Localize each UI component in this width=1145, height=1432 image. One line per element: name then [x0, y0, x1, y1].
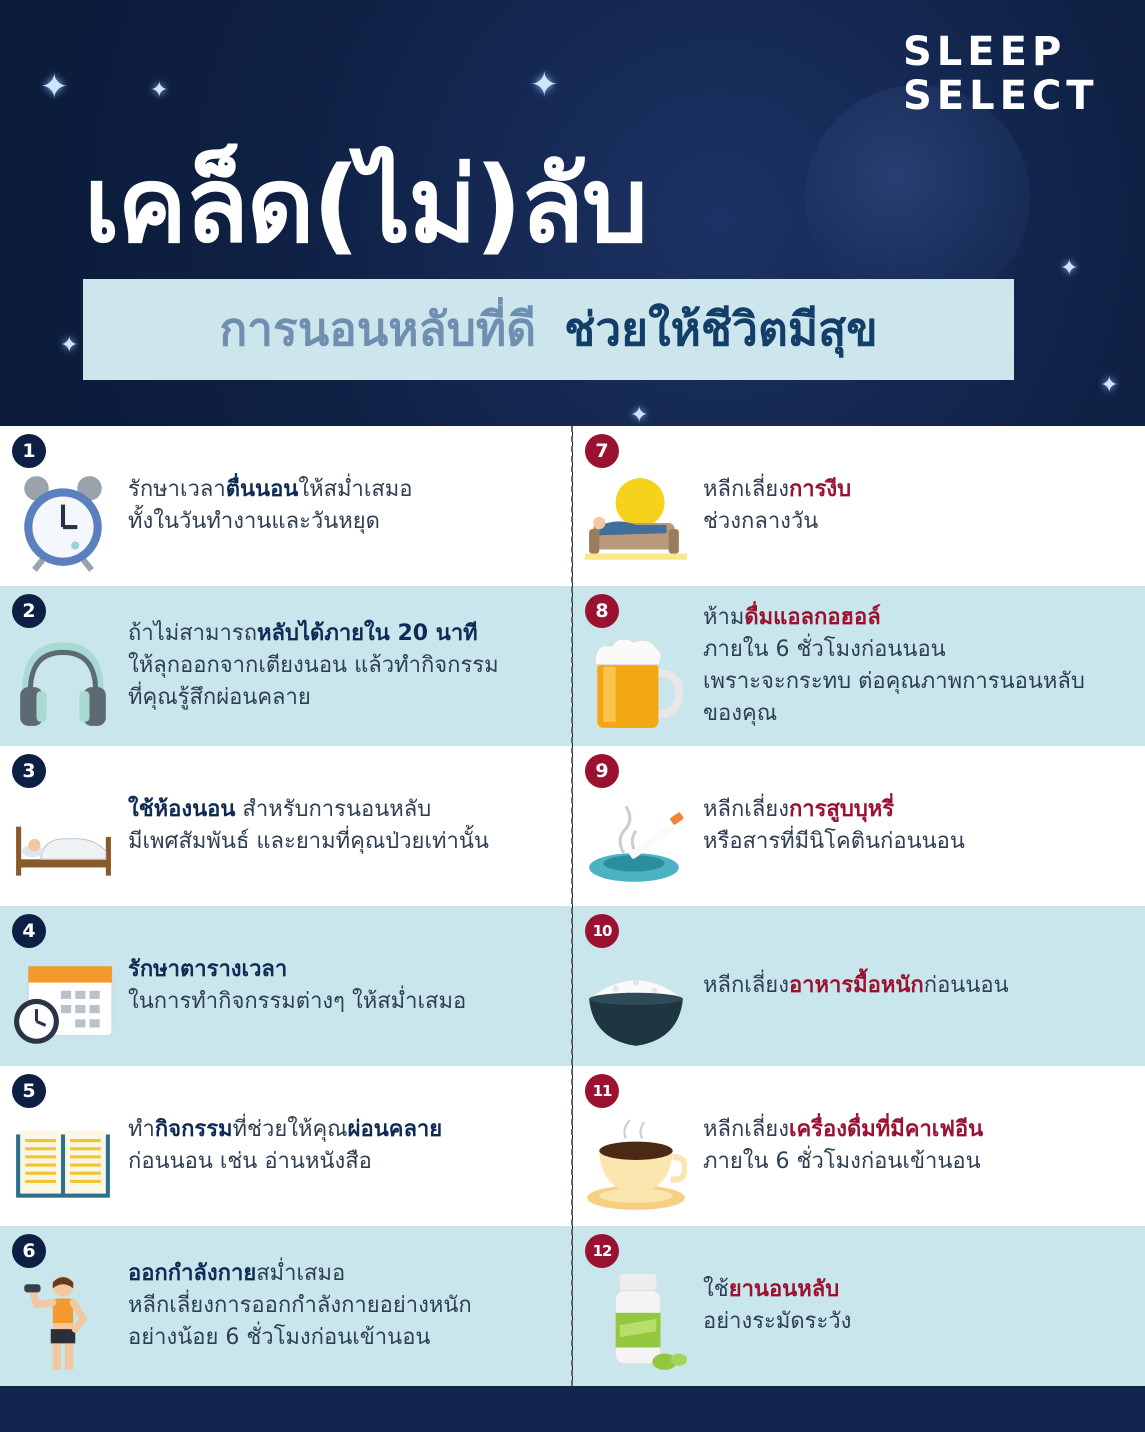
tip-text-line — [128, 986, 568, 1018]
star-icon: ✦ — [60, 333, 79, 358]
tip-highlight: อาหารมื้อหนัก — [788, 973, 924, 998]
tip-text-line — [703, 1306, 1141, 1338]
tip-number-badge: 11 — [585, 1074, 619, 1108]
brand-line-2: SELECT — [903, 73, 1099, 119]
page-title: เคล็ด(ไม่)ลับ — [84, 144, 647, 266]
tip-text-line — [128, 1322, 568, 1354]
subtitle-banner — [83, 279, 1014, 380]
tip-text — [703, 1066, 1141, 1226]
tip-text-line — [703, 1146, 1141, 1178]
tip-text — [128, 1066, 568, 1226]
column-divider — [571, 426, 573, 1386]
tip-highlight: ออกกำลังกาย — [128, 1261, 257, 1286]
tip-text-line — [703, 506, 1141, 538]
tip-text-segment: ห้าม — [703, 605, 745, 630]
tip-text — [703, 746, 1141, 906]
tip-number-badge: 12 — [585, 1234, 619, 1268]
tip-text-line — [703, 474, 1141, 506]
coffee-cup-icon — [585, 1110, 687, 1216]
header — [0, 0, 1145, 426]
tip-item-5 — [0, 1066, 572, 1226]
star-icon: ✦ — [40, 67, 69, 107]
calendar-clock-icon — [12, 950, 114, 1056]
tip-text — [128, 1226, 568, 1386]
tip-text-segment: ที่คุณรู้สึกผ่อนคลาย — [128, 685, 311, 710]
tip-text-segment: ช่วงกลางวัน — [703, 509, 819, 534]
tip-text-line — [703, 634, 1141, 666]
star-icon: ✦ — [530, 65, 559, 105]
tip-text-segment: อย่างน้อย 6 ชั่วโมงก่อนเข้านอน — [128, 1325, 431, 1350]
tip-number-badge: 1 — [12, 434, 46, 468]
tip-highlight: หลับได้ภายใน 20 นาที — [257, 621, 478, 646]
tip-text-segment: ของคุณ — [703, 701, 778, 726]
tip-text — [703, 906, 1141, 1066]
tip-text — [128, 906, 568, 1066]
pill-bottle-icon — [585, 1270, 687, 1376]
tip-item-3 — [0, 746, 572, 906]
tip-text-line — [703, 970, 1141, 1002]
tip-text-segment: มีเพศสัมพันธ์ และยามที่คุณป่วยเท่านั้น — [128, 829, 489, 854]
alarm-clock-icon — [12, 470, 114, 576]
tip-text-line — [128, 650, 568, 682]
brand-line-1: SLEEP — [903, 29, 1067, 75]
tip-text — [128, 426, 568, 586]
nap-sofa-icon — [585, 470, 687, 576]
tip-highlight: ดื่มแอลกอฮอล์ — [744, 605, 881, 630]
tip-text-segment: ภายใน 6 ชั่วโมงก่อนนอน — [703, 637, 946, 662]
tip-text-line — [128, 954, 568, 986]
tip-text — [128, 586, 568, 746]
tip-text-segment: ถ้าไม่สามารถ — [128, 621, 258, 646]
tip-text-line — [128, 1146, 568, 1178]
tip-highlight: กิจกรรม — [154, 1117, 233, 1142]
tip-number-badge: 6 — [12, 1234, 46, 1268]
tip-item-8 — [573, 586, 1145, 746]
star-icon: ✦ — [1100, 373, 1119, 398]
tip-number-badge: 9 — [585, 754, 619, 788]
tip-item-2 — [0, 586, 572, 746]
tip-item-10 — [573, 906, 1145, 1066]
tip-text-line — [703, 1274, 1141, 1306]
tip-item-1 — [0, 426, 572, 586]
tip-item-12 — [573, 1226, 1145, 1386]
subtitle-part-1: การนอนหลับที่ดี — [219, 302, 537, 356]
beer-mug-icon — [585, 630, 687, 736]
tip-number-badge: 7 — [585, 434, 619, 468]
tip-text-segment: สม่ำเสมอ — [256, 1261, 346, 1286]
bed-icon — [12, 790, 114, 896]
tip-number-badge: 8 — [585, 594, 619, 628]
tip-text-line — [128, 1114, 568, 1146]
tip-item-6 — [0, 1226, 572, 1386]
tip-text-line — [703, 666, 1141, 698]
tip-text — [128, 746, 568, 906]
tip-text-line — [703, 794, 1141, 826]
tip-highlight: เครื่องดื่มที่มีคาเฟอีน — [788, 1117, 984, 1142]
tip-text-segment: หลีกเลี่ยง — [703, 477, 789, 502]
open-book-icon — [12, 1110, 114, 1216]
tip-number-badge: 4 — [12, 914, 46, 948]
tip-highlight: ยานอนหลับ — [728, 1277, 840, 1302]
tip-text-line — [128, 1290, 568, 1322]
tip-text-segment: เพราะจะกระทบ ต่อคุณภาพการนอนหลับ — [703, 669, 1085, 694]
tip-item-4 — [0, 906, 572, 1066]
tip-number-badge: 3 — [12, 754, 46, 788]
tip-text-segment: หลีกเลี่ยง — [703, 973, 789, 998]
tip-text-line — [703, 698, 1141, 730]
tip-text-segment: ก่อนนอน — [923, 973, 1009, 998]
star-icon: ✦ — [150, 78, 169, 103]
brand-logo — [903, 30, 1099, 118]
tip-text-segment: ทำ — [128, 1117, 155, 1142]
subtitle-part-2: ช่วยให้ชีวิตมีสุข — [564, 302, 878, 356]
tip-number-badge: 2 — [12, 594, 46, 628]
tip-text-segment: ให้สม่ำเสมอ — [298, 477, 413, 502]
tip-number-badge: 10 — [585, 914, 619, 948]
tip-text-segment: หลีกเลี่ยง — [703, 1117, 789, 1142]
tip-text — [703, 1226, 1141, 1386]
tip-text — [703, 426, 1141, 586]
tip-text-line — [128, 682, 568, 714]
tip-text-line — [128, 474, 568, 506]
tip-text-segment: หลีกเลี่ยงการออกกำลังกายอย่างหนัก — [128, 1293, 472, 1318]
cigarette-ashtray-icon — [585, 790, 687, 896]
star-icon: ✦ — [1060, 256, 1079, 281]
tip-text-segment: ภายใน 6 ชั่วโมงก่อนเข้านอน — [703, 1149, 981, 1174]
tip-text-segment: รักษาเวลา — [128, 477, 226, 502]
footer-bar — [0, 1386, 1145, 1432]
tip-text-line — [703, 1114, 1141, 1146]
tip-text-segment: สำหรับการนอนหลับ — [235, 797, 432, 822]
tip-text-line — [703, 602, 1141, 634]
tip-item-11 — [573, 1066, 1145, 1226]
tip-highlight: ผ่อนคลาย — [347, 1117, 443, 1142]
tip-highlight: ใช้ห้องนอน — [128, 797, 236, 822]
tip-highlight: การงีบ — [788, 477, 852, 502]
tip-text-segment: ใช้ — [703, 1277, 729, 1302]
tip-text-segment: ให้ลุกออกจากเตียงนอน แล้วทำกิจกรรม — [128, 653, 499, 678]
tip-highlight: รักษาตารางเวลา — [128, 957, 288, 982]
tip-text-line — [128, 618, 568, 650]
rice-bowl-icon — [585, 950, 687, 1056]
star-icon: ✦ — [630, 403, 649, 426]
tip-text-segment: ที่ช่วยให้คุณ — [232, 1117, 348, 1142]
tip-item-9 — [573, 746, 1145, 906]
tip-item-7 — [573, 426, 1145, 586]
tip-highlight: ตื่นนอน — [225, 477, 299, 502]
tip-text-line — [128, 826, 568, 858]
tip-text-line — [128, 794, 568, 826]
headphones-icon — [12, 630, 114, 736]
tip-highlight: การสูบบุหรี่ — [788, 797, 895, 822]
tip-text-line — [128, 506, 568, 538]
tip-text-segment: หลีกเลี่ยง — [703, 797, 789, 822]
tip-text-segment: ในการทำกิจกรรมต่างๆ ให้สม่ำเสมอ — [128, 989, 467, 1014]
tip-text-segment: ทั้งในวันทำงานและวันหยุด — [128, 509, 380, 534]
tip-text-segment: อย่างระมัดระวัง — [703, 1309, 852, 1334]
tip-text-line — [128, 1258, 568, 1290]
tip-text — [703, 586, 1141, 746]
tip-text-segment: หรือสารที่มีนิโคตินก่อนนอน — [703, 829, 965, 854]
tip-text-segment: ก่อนนอน เช่น อ่านหนังสือ — [128, 1149, 372, 1174]
tip-number-badge: 5 — [12, 1074, 46, 1108]
tip-text-line — [703, 826, 1141, 858]
exercise-woman-icon — [12, 1270, 114, 1376]
